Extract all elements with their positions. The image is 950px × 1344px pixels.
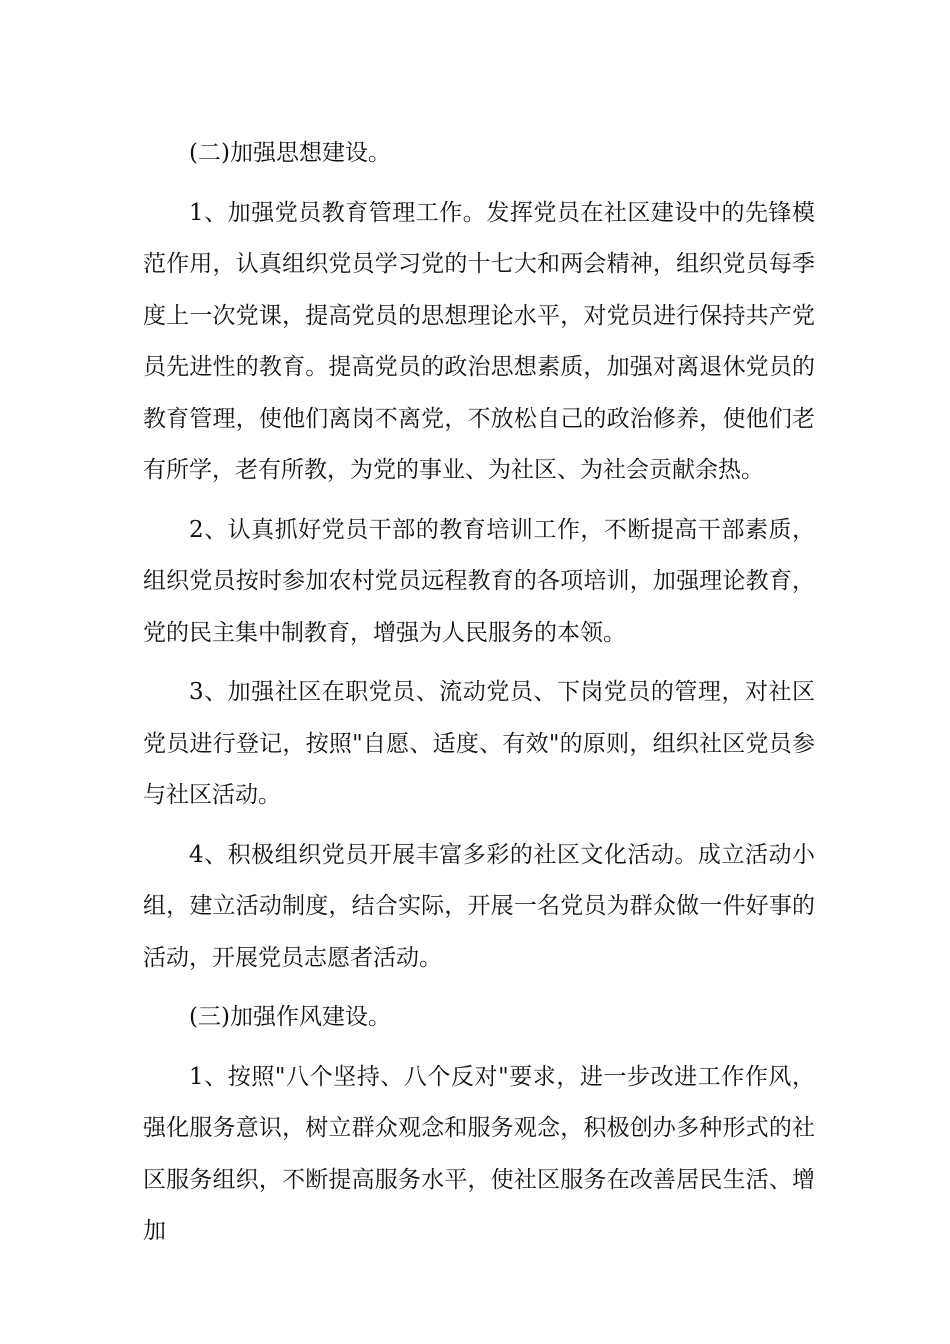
paragraph-2-1: 1、加强党员教育管理工作。发挥党员在社区建设中的先锋模范作用，认真组织党员学习党的十七大和两会精神，组织党员每季度上一次党课，提高党员的思想理论水平，对党员进行保持共产党员先进性的教育。提高党员的政治思想素质，加强对离退休党员的教育管理，使他们离岗不离党，不放松自己的政治修养，使他们老有所学，老有所教，为党的事业、为社区、为社会贡献余热。 [143,199,815,483]
document-body [143,128,815,1266]
paragraph-2-2: 2、认真抓好党员干部的教育培训工作，不断提高干部素质，组织党员按时参加农村党员远程教育的各项培训，加强理论教育，党的民主集中制教育，增强为人民服务的本领。 [143,516,815,646]
paragraph-2-3: 3、加强社区在职党员、流动党员、下岗党员的管理，对社区党员进行登记，按照"自愿、适度、有效"的原则，组织社区党员参与社区活动。 [143,679,815,808]
paragraph-2-4: 4、积极组织党员开展丰富多彩的社区文化活动。成立活动小组，建立活动制度，结合实际，开展一名党员为群众做一件好事的活动，开展党员志愿者活动。 [143,841,815,971]
section-heading-3: (三)加强作风建设。 [189,1004,391,1030]
paragraph-3-1: 1、按照"八个坚持、八个反对"要求，进一步改进工作作风，强化服务意识，树立群众观念和服务观念，积极创办多种形式的社区服务组织，不断提高服务水平，使社区服务在改善居民生活、增加 [143,1063,815,1244]
section-heading-2: (二)加强思想建设。 [189,140,391,166]
